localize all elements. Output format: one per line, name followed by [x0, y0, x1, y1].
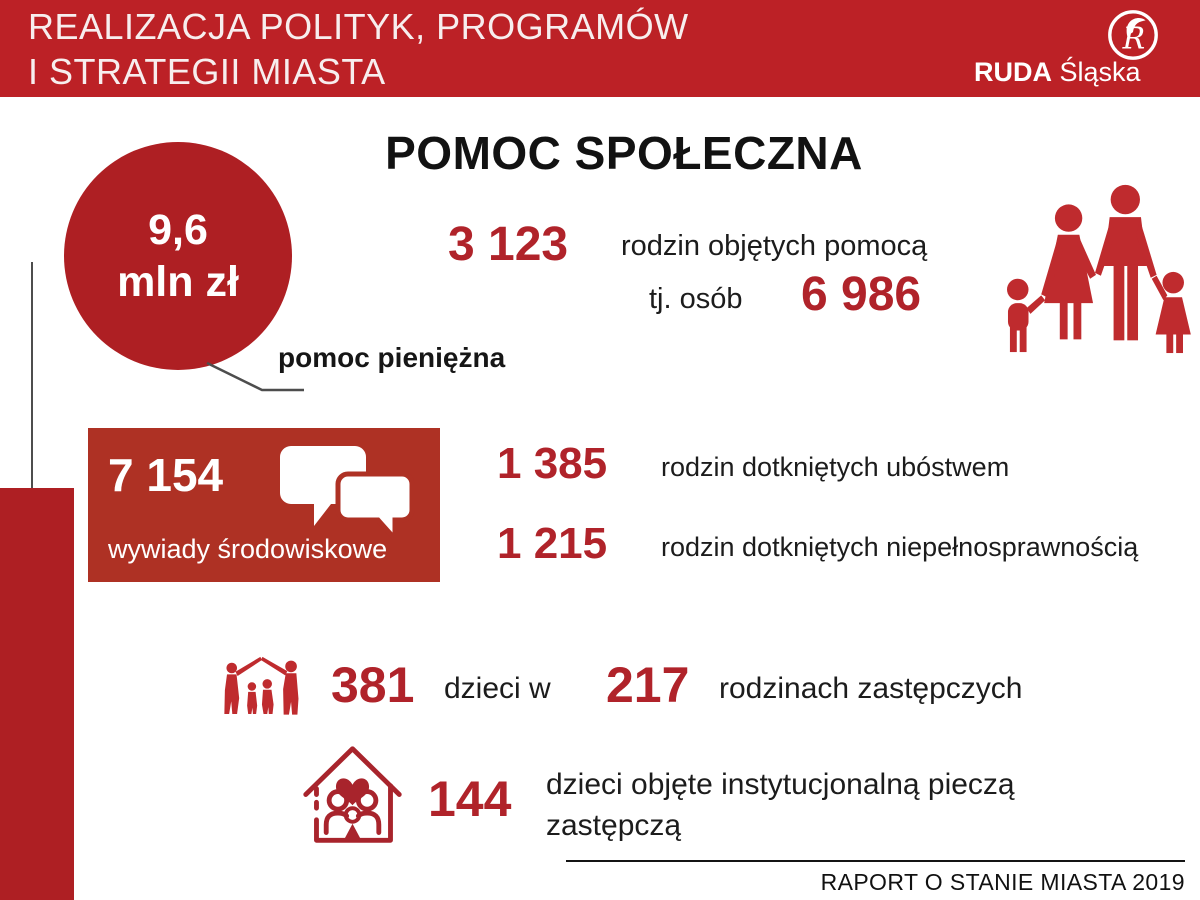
house-care-icon: [297, 736, 409, 855]
disability-label: rodzin dotkniętych niepełnosprawnością: [661, 532, 1139, 562]
side-accent-bar: [0, 488, 74, 900]
emblem-letter: R: [1122, 21, 1146, 57]
foster-family-icon: [218, 630, 308, 742]
city-emblem-icon: [1104, 6, 1162, 64]
poverty-label: rodzin dotkniętych ubóstwem: [661, 452, 1010, 482]
foster-children-label: dzieci w: [444, 672, 551, 705]
interviews-box: [88, 428, 440, 582]
interviews-value: 7 154: [108, 449, 224, 501]
header-title-line1: REALIZACJA POLITYK, PROGRAMÓW: [28, 6, 689, 47]
header-title: [28, 4, 689, 94]
header-title-line2: I STRATEGII MIASTA: [28, 51, 386, 92]
footer-label: RAPORT O STANIE MIASTA 2019: [820, 869, 1185, 895]
disability-value: 1 215: [497, 519, 608, 568]
page-title: POMOC SPOŁECZNA: [385, 127, 863, 179]
family-icon: [997, 179, 1193, 355]
interviews-label: wywiady środowiskowe: [108, 534, 388, 564]
institutional-care-label-line2: zastępczą: [546, 809, 682, 842]
families-helped-value: 3 123: [448, 218, 569, 271]
foster-families-value: 217: [606, 657, 690, 713]
foster-families-label: rodzinach zastępczych: [719, 672, 1023, 705]
persons-helped-prefix: tj. osób: [649, 283, 743, 315]
institutional-care-label: [546, 764, 1015, 846]
chat-bubbles-icon: [276, 441, 426, 541]
families-helped-label: rodzin objętych pomocą: [621, 230, 928, 262]
budget-value: 9,6: [148, 206, 208, 254]
poverty-value: 1 385: [497, 439, 608, 488]
institutional-care-label-line1: dzieci objęte instytucjonalną pieczą: [546, 768, 1015, 801]
side-accent-line: [31, 262, 33, 489]
foster-children-value: 381: [331, 657, 415, 713]
budget-callout-label: pomoc pieniężna: [278, 342, 506, 373]
footer-rule: [566, 860, 1185, 862]
institutional-care-value: 144: [428, 771, 512, 827]
persons-helped-value: 6 986: [801, 268, 922, 321]
city-logo-regular: Śląska: [1059, 57, 1141, 87]
budget-circle: [64, 142, 292, 370]
budget-unit: mln zł: [117, 258, 239, 306]
header-banner: [0, 0, 1200, 97]
city-logo-bold: RUDA: [974, 57, 1052, 87]
